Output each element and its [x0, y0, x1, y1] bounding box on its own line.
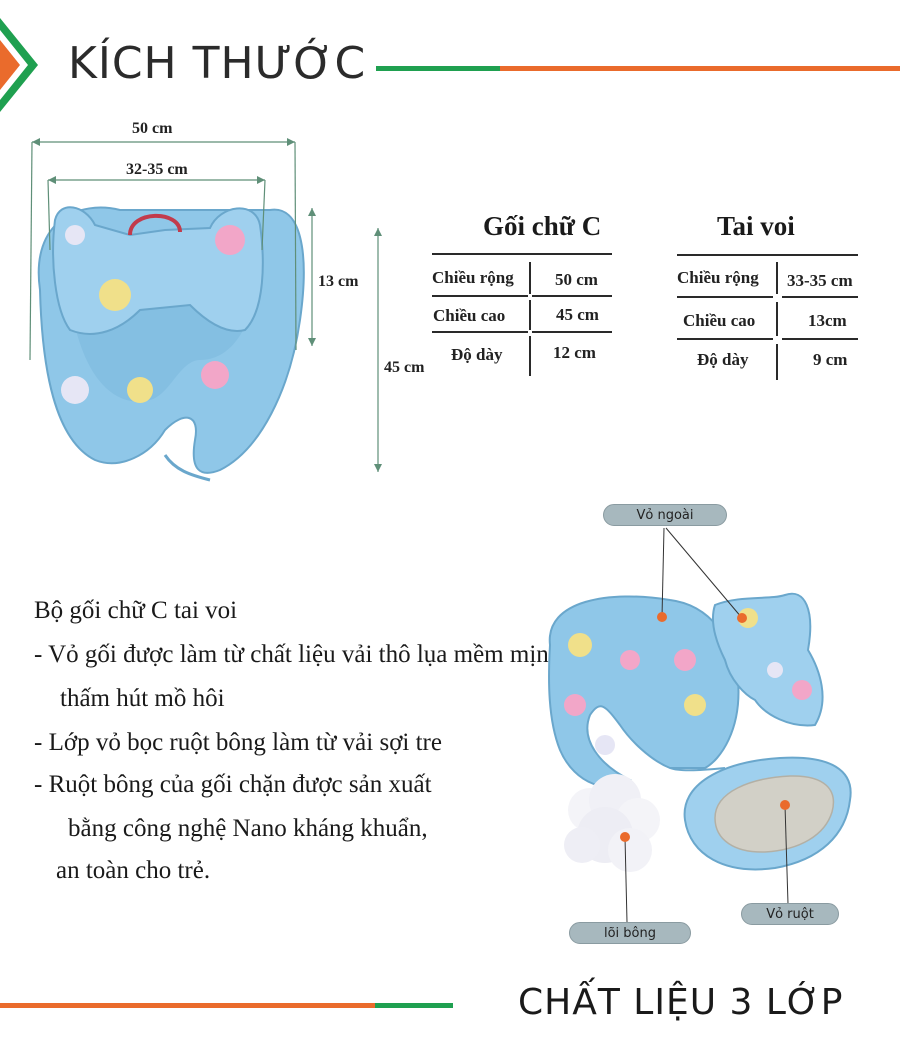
table-rule — [782, 296, 858, 298]
row-value: 13cm — [808, 311, 847, 330]
page-title: KÍCH THƯỚC — [68, 38, 367, 89]
table-rule — [432, 331, 528, 333]
label-outer-cover: Vỏ ngoài — [603, 504, 727, 526]
footer-title: CHẤT LIỆU 3 LỚP — [518, 982, 844, 1023]
dimension-inner-width: 32-35 cm — [126, 161, 188, 178]
dimension-total-height: 45 cm — [384, 359, 425, 376]
table-rule — [677, 296, 773, 298]
cotton-core-illustration — [564, 774, 660, 872]
table-rule — [432, 253, 612, 255]
table-ear-pillow-title: Tai voi — [717, 211, 795, 241]
header-divider-green — [376, 66, 500, 71]
row-value: 33-35 cm — [787, 271, 853, 290]
row-label: Chiều cao — [683, 311, 756, 330]
label-inner-cover: Vỏ ruột — [741, 903, 839, 925]
c-pillow-illustration — [39, 207, 304, 480]
row-label: Chiều cao — [433, 306, 506, 325]
row-value: 9 cm — [813, 350, 848, 369]
table-rule — [776, 302, 778, 336]
pillow-dimension-drawing — [0, 110, 440, 500]
table-rule — [782, 338, 858, 340]
description-line: bằng công nghệ Nano kháng khuẩn, — [68, 815, 428, 842]
row-label: Chiều rộng — [677, 268, 759, 287]
chevron-logo-icon — [0, 10, 50, 120]
row-value: 12 cm — [553, 343, 596, 362]
description-line: Bộ gối chữ C tai voi — [34, 597, 238, 624]
inner-cover-illustration — [685, 758, 851, 870]
row-value: 50 cm — [555, 270, 598, 289]
footer-divider-green — [375, 1003, 453, 1008]
header-divider-orange — [500, 66, 900, 71]
table-rule — [529, 262, 531, 294]
footer-divider-orange — [0, 1003, 375, 1008]
row-value: 45 cm — [556, 305, 599, 324]
table-rule — [532, 331, 612, 333]
description-line: an toàn cho trẻ. — [56, 857, 211, 884]
table-rule — [529, 336, 531, 376]
dimension-ear-height: 13 cm — [318, 273, 359, 290]
dimension-outer-width: 50 cm — [132, 120, 173, 137]
row-label: Độ dày — [697, 350, 749, 369]
table-rule — [432, 295, 528, 297]
description-line: - Vỏ gối được làm từ chất liệu vải thô lụa mềm mịn — [34, 641, 549, 668]
table-c-pillow-title: Gối chữ C — [483, 211, 602, 241]
table-rule — [532, 295, 612, 297]
description-line: - Lớp vỏ bọc ruột bông làm từ vải sợi tre — [34, 729, 442, 756]
row-label: Độ dày — [451, 345, 503, 364]
table-rule — [677, 338, 773, 340]
description-line: - Ruột bông của gối chặn được sản xuất — [34, 771, 432, 798]
material-layers-illustration — [520, 500, 890, 960]
description-line: thấm hút mồ hôi — [60, 685, 225, 712]
table-rule — [677, 254, 858, 256]
outer-cover-illustration — [549, 596, 738, 786]
label-cotton-core: lõi bông — [569, 922, 691, 944]
row-label: Chiều rộng — [432, 268, 514, 287]
table-rule — [776, 262, 778, 294]
table-rule — [776, 344, 778, 380]
table-rule — [529, 300, 531, 330]
